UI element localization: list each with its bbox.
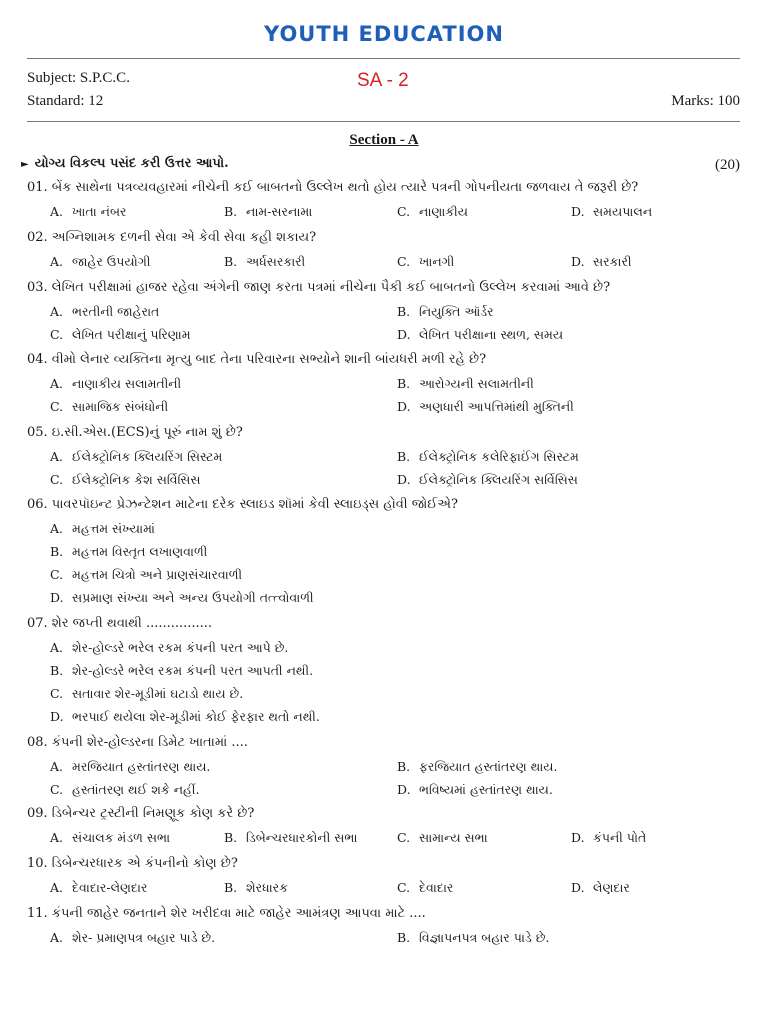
option-letter: B. [397,376,411,391]
option-text: શેર-હોલ્ડરે ભરેલ રકમ કંપની પરત આપતી નથી. [72,663,314,678]
option-text: અણધારી આપત્તિમાંથી મુક્તિની [419,399,574,414]
option-text: ઈલેક્ટ્રોનિક કલેરિફાઈંગ સિસ્ટમ [419,449,579,464]
option-letter: B. [397,449,411,464]
option-letter: D. [50,590,64,605]
option-letter: A. [50,930,64,945]
answer-option [397,376,534,392]
option-letter: D. [397,782,411,797]
answer-option [397,304,494,320]
answer-option [224,204,312,220]
question-text: 08. કંપની શેર-હોલ્ડરના ડિમેટ ખાતામાં .... [27,735,248,750]
option-text: સતાવાર શેર-મૂડીમાં ઘટાડો થાય છે. [72,686,244,701]
document-title: YOUTH EDUCATION [263,22,504,46]
option-letter: B. [224,830,238,845]
answer-option [50,663,313,679]
answer-option [397,880,453,896]
option-letter: D. [571,880,585,895]
option-letter: A. [50,640,64,655]
option-text: ઈલેક્ટ્રોનિક કેશ સર્વિસિસ [72,472,201,487]
option-letter: B. [224,204,238,219]
option-text: ફરજિયાત હસ્તાંતરણ થાય. [419,759,558,774]
option-letter: C. [397,254,411,269]
answer-option [224,830,357,846]
option-letter: A. [50,254,64,269]
question-text: 04. વીમો લેનાર વ્યક્તિના મૃત્યુ બાદ તેના પરિવારના સભ્યોને શાની બાંયધરી મળી રહે છે? [27,352,487,367]
option-letter: B. [50,544,64,559]
option-letter: D. [397,472,411,487]
option-text: ખાનગી [419,254,455,269]
instruction-text: યોગ્ય વિકલ્પ પસંદ કરી ઉત્તર આપો. [34,156,229,171]
option-text: ઈલેક્ટ્રોનિક ક્લિયરિંગ સિસ્ટમ [72,449,223,464]
option-letter: B. [397,304,411,319]
answer-option [397,782,553,798]
answer-option [397,327,563,343]
question-text: 10. ડિબેન્ચરધારક એ કંપનીનો કોણ છે? [27,856,238,871]
section-title: Section - A [349,132,419,148]
option-text: નિયુક્તિ ઑર્ડર [419,304,494,319]
answer-option [571,254,632,270]
answer-option [50,449,222,465]
section-marks: (20) [715,157,740,173]
answer-option [397,759,558,775]
answer-option [50,472,201,488]
option-text: નાણાકીય સલામતીની [72,376,182,391]
answer-option [571,204,652,220]
section-instruction [21,156,229,171]
option-text: શેર-હોલ્ડરે ભરેલ રકમ કંપની પરત આપે છે. [72,640,289,655]
option-letter: D. [571,830,585,845]
option-letter: B. [224,880,238,895]
answer-option [224,254,305,270]
option-letter: D. [571,254,585,269]
answer-option [397,449,579,465]
triangle-bullet-icon: ► [21,159,29,170]
answer-option [397,254,454,270]
option-text: સામાજિક સંબંધોની [72,399,169,414]
option-letter: A. [50,759,64,774]
exam-label: SA - 2 [357,70,409,91]
header-rule-top [27,58,740,59]
option-text: ભરતીની જાહેરાત [72,304,160,319]
option-text: મહત્તમ સંખ્યામાં [72,521,155,536]
option-letter: C. [50,686,64,701]
option-letter: D. [571,204,585,219]
answer-option [397,930,549,946]
option-letter: D. [397,399,411,414]
option-text: મહત્તમ ચિત્રો અને પ્રાણસંચારવાળી [72,567,243,582]
option-text: નાણાકીય [419,204,468,219]
answer-option [50,830,170,846]
standard-label: Standard: 12 [27,93,104,109]
answer-option [50,204,126,220]
answer-option [50,567,242,583]
answer-option [50,709,320,725]
answer-option [50,590,314,606]
answer-option [571,880,630,896]
answer-option [50,544,207,560]
answer-option [50,686,243,702]
question-text: 01. બેંક સાથેના પત્રવ્યવહારમાં નીચેની કઈ બાબતનો ઉલ્લેખ થતો હોય ત્યારે પત્રની ગોપનીયતા જળવાય તે જરૂરી છે? [27,180,639,195]
option-text: શેર- પ્રમાણપત્ર બહાર પાડે છે. [72,930,216,945]
option-text: મહત્તમ વિસ્તૃત લખાણવાળી [72,544,208,559]
option-letter: D. [397,327,411,342]
option-letter: B. [50,663,64,678]
option-letter: C. [50,399,64,414]
answer-option [50,640,288,656]
option-text: ઈલેક્ટ્રોનિક ક્લિયરિંગ સર્વિસિસ [419,472,578,487]
option-letter: C. [50,327,64,342]
option-text: નામ-સરનામા [246,204,313,219]
answer-option [571,830,646,846]
option-text: ભવિષ્યમાં હસ્તાંતરણ થાય. [419,782,553,797]
marks-label: Marks: 100 [671,93,740,109]
answer-option [50,782,199,798]
option-text: સમયપાલન [593,204,653,219]
option-text: ખાતા નંબર [72,204,127,219]
option-text: મરજિયાત હસ્તાંતરણ થાય. [72,759,211,774]
option-text: સંચાલક મંડળ સભા [72,830,171,845]
option-letter: D. [50,709,64,724]
question-text: 09. ડિબેન્ચર ટ્રસ્ટીની નિમણૂક કોણ કરે છે? [27,806,255,821]
answer-option [397,399,574,415]
question-text: 06. પાવરપૉઇન્ટ પ્રેઝન્ટેશન માટેના દરેક સ્લાઇડ શૉમાં કેવી સ્લાઇડ્સ હોવી જોઈએ? [27,497,458,512]
option-text: કંપની પોતે [593,830,647,845]
option-text: ભરપાઈ થયેલા શેર-મૂડીમાં કોઈ ફેરફાર થતો નથી. [72,709,320,724]
option-text: જાહેર ઉપયોગી [72,254,151,269]
question-text: 07. શેર જપ્તી થવાથી ................ [27,616,213,631]
answer-option [50,376,181,392]
option-text: શેરધારક [246,880,288,895]
option-letter: A. [50,830,64,845]
option-letter: B. [397,930,411,945]
option-letter: C. [50,567,64,582]
answer-option [397,472,578,488]
option-text: દેવાદાર [419,880,454,895]
option-letter: C. [397,830,411,845]
option-text: સપ્રમાણ સંખ્યા અને અન્ય ઉપયોગી તત્ત્વોવાળી [72,590,314,605]
option-letter: A. [50,521,64,536]
option-letter: C. [50,782,64,797]
option-text: વિજ્ઞાપનપત્ર બહાર પાડે છે. [419,930,550,945]
answer-option [397,204,468,220]
question-text: 11. કંપની જાહેર જનતાને શેર ખરીદવા માટે જાહેર આમંત્રણ આપવા માટે .... [27,906,426,921]
question-text: 02. અગ્નિશામક દળની સેવા એ કેવી સેવા કહી શકાય? [27,230,317,245]
answer-option [224,880,288,896]
question-text: 05. ઇ.સી.એસ.(ECS)નું પૂરું નામ શું છે? [27,425,243,440]
answer-option [50,521,155,537]
option-text: અર્ધસરકારી [246,254,306,269]
option-text: ડિબેન્ચરધારકોની સભા [246,830,358,845]
answer-option [50,327,191,343]
answer-option [50,930,215,946]
option-letter: C. [397,204,411,219]
answer-option [50,880,147,896]
header-rule-bottom [27,121,740,122]
option-text: સરકારી [593,254,632,269]
option-letter: B. [397,759,411,774]
option-text: દેવાદાર-લેણદાર [72,880,148,895]
option-letter: C. [397,880,411,895]
option-letter: A. [50,204,64,219]
option-text: લેણદાર [593,880,630,895]
option-text: લેખિત પરીક્ષાના સ્થળ, સમય [419,327,564,342]
option-text: આરોગ્યની સલામતીની [419,376,534,391]
answer-option [50,399,168,415]
answer-option [50,304,159,320]
option-letter: A. [50,449,64,464]
subject-label: Subject: S.P.C.C. [27,70,130,86]
option-text: હસ્તાંતરણ થઈ શકે નહીં. [72,782,200,797]
question-text: 03. લેખિત પરીક્ષામાં હાજર રહેવા અંગેની જાણ કરતા પત્રમાં નીચેના પૈકી કઈ બાબતનો ઉલ્લેખ કરવામાં આવે છે? [27,280,611,295]
option-text: સામાન્ય સભા [419,830,488,845]
answer-option [397,830,488,846]
option-letter: A. [50,304,64,319]
answer-option [50,254,150,270]
answer-option [50,759,210,775]
option-text: લેખિત પરીક્ષાનું પરિણામ [72,327,191,342]
option-letter: A. [50,880,64,895]
option-letter: B. [224,254,238,269]
option-letter: C. [50,472,64,487]
option-letter: A. [50,376,64,391]
